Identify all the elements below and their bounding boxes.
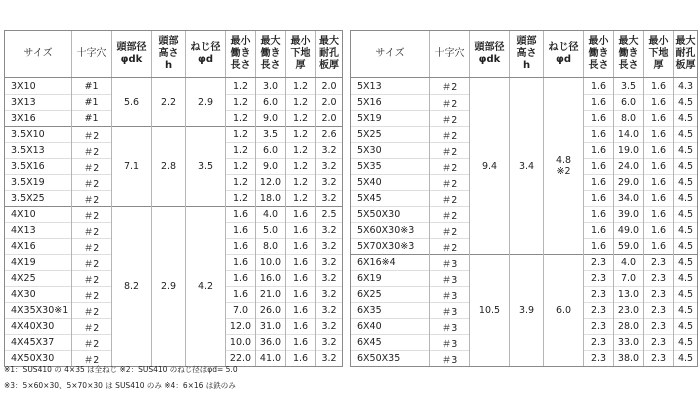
table-cell: 2.3 bbox=[644, 286, 673, 302]
merged-spec-cell: 4.8 ※2 bbox=[555, 155, 572, 177]
table-cell: #1 bbox=[72, 94, 111, 110]
table-cell: 1.6 bbox=[286, 318, 315, 334]
table-column bbox=[5, 78, 71, 366]
table-cell: 2.3 bbox=[584, 334, 613, 350]
table-cell: 1.6 bbox=[286, 270, 315, 286]
table-cell: 13.0 bbox=[614, 286, 643, 302]
merged-spec-cell: 3.9 bbox=[510, 254, 543, 366]
table-cell: 1.6 bbox=[286, 286, 315, 302]
table-cell: 3.2 bbox=[316, 350, 342, 366]
table-cell: 1.2 bbox=[226, 174, 255, 190]
table-cell: 3.2 bbox=[316, 190, 342, 206]
header-cell: 頭部径 φdk bbox=[111, 31, 151, 77]
header-cell: 最小 働き 長さ bbox=[583, 31, 613, 77]
table-cell: 1.6 bbox=[286, 222, 315, 238]
table-cell: 34.0 bbox=[614, 190, 643, 206]
table-cell: 1.6 bbox=[286, 206, 315, 222]
table-cell: ＃2 bbox=[430, 142, 469, 158]
table-cell: 1.6 bbox=[644, 206, 673, 222]
table-cell: 1.6 bbox=[286, 302, 315, 318]
table-cell: 2.3 bbox=[584, 270, 613, 286]
header-cell: 最大 耐孔 板厚 bbox=[315, 31, 342, 77]
table-cell: ＃2 bbox=[72, 286, 111, 302]
table-cell: 8.0 bbox=[614, 110, 643, 126]
table-cell: 4.5 bbox=[674, 158, 697, 174]
table-cell: 1.2 bbox=[286, 110, 315, 126]
table-cell: 3.2 bbox=[316, 238, 342, 254]
table-cell: ＃2 bbox=[72, 142, 111, 158]
size-cell: 3.5X10 bbox=[5, 126, 71, 142]
table-cell: 39.0 bbox=[614, 206, 643, 222]
table-column bbox=[351, 78, 429, 366]
table-cell: 1.6 bbox=[584, 126, 613, 142]
table-cell: 1.6 bbox=[644, 158, 673, 174]
table-column bbox=[469, 78, 509, 366]
table-cell: 1.2 bbox=[226, 94, 255, 110]
table-cell: #1 bbox=[84, 80, 99, 92]
table-cell: ＃2 bbox=[72, 190, 111, 206]
header-cell: 最大 耐孔 板厚 bbox=[673, 31, 697, 77]
table-cell: 1.2 bbox=[226, 158, 255, 174]
table-cell: 26.0 bbox=[256, 302, 285, 318]
table-cell: ＃2 bbox=[72, 126, 111, 142]
spec-table-left bbox=[4, 30, 343, 367]
table-cell: 22.0 bbox=[226, 350, 255, 366]
table-cell: 1.2 bbox=[226, 142, 255, 158]
table-cell: 1.2 bbox=[286, 94, 315, 110]
table-cell: 1.6 bbox=[644, 222, 673, 238]
size-cell: 4X50X30 bbox=[5, 350, 71, 366]
table-cell: 3.2 bbox=[316, 302, 342, 318]
size-cell: 6X25 bbox=[351, 286, 429, 302]
table-cell: 4.5 bbox=[674, 270, 697, 286]
table-cell: 3.2 bbox=[316, 286, 342, 302]
size-cell: 5X19 bbox=[351, 110, 429, 126]
size-cell: 4X25 bbox=[5, 270, 71, 286]
table-cell: 1.6 bbox=[226, 206, 255, 222]
table-cell: 1.6 bbox=[226, 254, 255, 270]
size-cell: 3.5X25 bbox=[5, 190, 71, 206]
table-cell: 6.0 bbox=[256, 142, 285, 158]
table-cell: 2.3 bbox=[584, 318, 613, 334]
merged-spec-cell: 2.2 bbox=[160, 96, 177, 108]
header-cell: 最大 働き 長さ bbox=[255, 31, 285, 77]
header-cell: 十字穴 bbox=[429, 31, 469, 77]
table-cell: 10.0 bbox=[256, 254, 285, 270]
table-cell: 1.2 bbox=[226, 190, 255, 206]
size-cell: 4X16 bbox=[5, 238, 71, 254]
table-cell: 2.3 bbox=[644, 254, 673, 270]
spec-table-right bbox=[350, 30, 698, 367]
table-cell: 2.0 bbox=[316, 94, 342, 110]
size-cell: 6X50X35 bbox=[351, 350, 429, 366]
table-cell: 4.5 bbox=[674, 318, 697, 334]
table-cell: 8.0 bbox=[256, 238, 285, 254]
table-cell: 4.5 bbox=[674, 222, 697, 238]
size-cell: 5X60X30※3 bbox=[351, 222, 429, 238]
table-cell: 2.3 bbox=[644, 302, 673, 318]
size-cell: 3X16 bbox=[5, 110, 71, 126]
table-column bbox=[255, 78, 285, 366]
table-cell: 4.5 bbox=[674, 350, 697, 366]
table-cell: 1.6 bbox=[584, 206, 613, 222]
table-column bbox=[151, 78, 185, 366]
table-cell: 4.5 bbox=[674, 334, 697, 350]
table-cell: 21.0 bbox=[256, 286, 285, 302]
merged-spec-cell: 3.5 bbox=[186, 126, 225, 206]
table-cell: 1.6 bbox=[286, 350, 315, 366]
table-cell: 33.0 bbox=[614, 334, 643, 350]
table-cell: 1.6 bbox=[584, 190, 613, 206]
table-cell: 1.6 bbox=[584, 174, 613, 190]
table-cell: ＃3 bbox=[430, 254, 469, 270]
table-column bbox=[613, 78, 643, 366]
table-cell: ＃3 bbox=[430, 334, 469, 350]
header-cell: ねじ径 φd bbox=[185, 31, 225, 77]
table-cell: ＃2 bbox=[72, 254, 111, 270]
table-cell: ＃3 bbox=[430, 350, 469, 366]
table-cell: 1.2 bbox=[286, 126, 315, 142]
table-cell: ＃2 bbox=[430, 110, 469, 126]
table-cell: ＃2 bbox=[430, 190, 469, 206]
header-cell: 頭部径 φdk bbox=[469, 31, 509, 77]
table-cell: 10.0 bbox=[226, 334, 255, 350]
table-cell: 1.6 bbox=[584, 238, 613, 254]
merged-spec-cell: 6.0 bbox=[544, 254, 583, 366]
table-cell: 1.6 bbox=[584, 142, 613, 158]
table-cell: 3.2 bbox=[316, 254, 342, 270]
merged-spec-cell: 8.2 bbox=[112, 206, 151, 366]
table-cell: ＃2 bbox=[72, 206, 111, 222]
table-column bbox=[285, 78, 315, 366]
header-cell: サイズ bbox=[375, 48, 405, 59]
table-cell: 3.2 bbox=[316, 270, 342, 286]
size-cell: 6X40 bbox=[351, 318, 429, 334]
size-cell: 4X35X30※1 bbox=[5, 302, 71, 318]
table-cell: 1.6 bbox=[584, 222, 613, 238]
table-cell: 1.6 bbox=[226, 222, 255, 238]
table-column bbox=[71, 78, 111, 366]
table-cell: 1.6 bbox=[644, 142, 673, 158]
table-cell: 1.6 bbox=[226, 270, 255, 286]
merged-spec-cell: 2.9 bbox=[152, 206, 185, 366]
table-column bbox=[543, 78, 583, 366]
table-cell: 23.0 bbox=[614, 302, 643, 318]
table-cell: ＃2 bbox=[72, 174, 111, 190]
header-cell: 十字穴 bbox=[71, 31, 111, 77]
table-cell: 1.2 bbox=[226, 110, 255, 126]
table-column bbox=[185, 78, 225, 366]
table-cell: 1.6 bbox=[644, 174, 673, 190]
table-cell: ＃2 bbox=[72, 318, 111, 334]
table-column bbox=[673, 78, 697, 366]
size-cell: 4X40X30 bbox=[5, 318, 71, 334]
table-cell: 18.0 bbox=[256, 190, 285, 206]
size-cell: 5X70X30※3 bbox=[351, 238, 429, 254]
header-cell: 頭部 高さ h bbox=[151, 31, 185, 77]
size-cell: 5X45 bbox=[351, 190, 429, 206]
merged-spec-cell: 2.9 bbox=[197, 96, 214, 108]
table-cell: 1.6 bbox=[286, 238, 315, 254]
table-cell: 4.5 bbox=[674, 254, 697, 270]
table-cell: 1.6 bbox=[644, 126, 673, 142]
table-cell: 2.0 bbox=[321, 80, 337, 92]
table-cell: 7.0 bbox=[614, 270, 643, 286]
table-cell: ＃2 bbox=[430, 126, 469, 142]
size-cell: 4X13 bbox=[5, 222, 71, 238]
table-cell: 4.5 bbox=[674, 302, 697, 318]
table-cell: 1.6 bbox=[226, 238, 255, 254]
table-cell: 3.2 bbox=[316, 334, 342, 350]
table-cell: 4.3 bbox=[677, 80, 694, 92]
table-cell: 3.2 bbox=[316, 142, 342, 158]
size-cell: 3.5X19 bbox=[5, 174, 71, 190]
merged-spec-cell: 9.4 bbox=[481, 160, 498, 172]
size-cell: 6X16※4 bbox=[351, 254, 429, 270]
table-cell: 4.5 bbox=[674, 142, 697, 158]
table-cell: 2.3 bbox=[584, 254, 613, 270]
table-cell: 2.3 bbox=[644, 334, 673, 350]
table-cell: 1.2 bbox=[286, 158, 315, 174]
header-cell: サイズ bbox=[23, 48, 53, 59]
header-cell: 最小 働き 長さ bbox=[225, 31, 255, 77]
header-cell: ねじ径 φd bbox=[543, 31, 583, 77]
table-cell: 12.0 bbox=[256, 174, 285, 190]
table-cell: 6.0 bbox=[614, 94, 643, 110]
merged-spec-cell: 5.6 bbox=[123, 96, 140, 108]
table-cell: 4.5 bbox=[674, 286, 697, 302]
table-cell: 1.2 bbox=[286, 174, 315, 190]
table-cell: 4.5 bbox=[674, 238, 697, 254]
merged-spec-cell: 4.2 bbox=[186, 206, 225, 366]
size-cell: 5X50X30 bbox=[351, 206, 429, 222]
table-cell: 1.2 bbox=[226, 126, 255, 142]
table-cell: ＃2 bbox=[430, 206, 469, 222]
size-cell: 5X16 bbox=[351, 94, 429, 110]
table-cell: 1.6 bbox=[644, 238, 673, 254]
table-cell: 1.2 bbox=[232, 80, 249, 92]
size-cell: 3X13 bbox=[5, 94, 71, 110]
size-cell: 4X30 bbox=[5, 286, 71, 302]
table-cell: ＃2 bbox=[72, 238, 111, 254]
table-cell: ＃3 bbox=[430, 270, 469, 286]
merged-spec-cell: 7.1 bbox=[112, 126, 151, 206]
size-cell: 5X40 bbox=[351, 174, 429, 190]
table-cell: ＃2 bbox=[72, 302, 111, 318]
table-cell: 9.0 bbox=[256, 110, 285, 126]
table-cell: 4.5 bbox=[674, 110, 697, 126]
table-cell: 2.3 bbox=[584, 286, 613, 302]
table-column bbox=[583, 78, 613, 366]
header-cell: 頭部 高さ h bbox=[509, 31, 543, 77]
table-cell: ＃2 bbox=[430, 174, 469, 190]
table-column bbox=[643, 78, 673, 366]
table-cell: 38.0 bbox=[614, 350, 643, 366]
table-header bbox=[351, 31, 697, 78]
table-cell: 1.6 bbox=[590, 80, 607, 92]
table-cell: 6.0 bbox=[256, 94, 285, 110]
table-column bbox=[225, 78, 255, 366]
table-cell: 28.0 bbox=[614, 318, 643, 334]
table-cell: 31.0 bbox=[256, 318, 285, 334]
table-cell: 4.0 bbox=[256, 206, 285, 222]
table-cell: 1.6 bbox=[286, 334, 315, 350]
header-cell: 最小 下地厚 bbox=[643, 31, 673, 77]
table-cell: 24.0 bbox=[614, 158, 643, 174]
footnote-2: ※3：5×60×30、5×70×30 は SUS410 のみ ※4：6×16 は鉄のみ bbox=[4, 381, 236, 390]
table-cell: 4.5 bbox=[674, 94, 697, 110]
table-cell: 29.0 bbox=[614, 174, 643, 190]
table-cell: 1.6 bbox=[584, 94, 613, 110]
size-cell: 4X10 bbox=[5, 206, 71, 222]
table-cell: 1.6 bbox=[650, 80, 667, 92]
table-cell: 4.5 bbox=[674, 174, 697, 190]
merged-spec-cell: 3.4 bbox=[518, 160, 535, 172]
table-cell: ＃2 bbox=[72, 270, 111, 286]
table-cell: 2.5 bbox=[316, 206, 342, 222]
table-cell: 4.5 bbox=[674, 206, 697, 222]
size-cell: 5X35 bbox=[351, 158, 429, 174]
merged-spec-cell: 10.5 bbox=[470, 254, 509, 366]
table-cell: ＃2 bbox=[430, 158, 469, 174]
table-column bbox=[509, 78, 543, 366]
table-cell: 2.3 bbox=[644, 318, 673, 334]
table-cell: 7.0 bbox=[226, 302, 255, 318]
table-cell: 16.0 bbox=[256, 270, 285, 286]
size-cell: 6X19 bbox=[351, 270, 429, 286]
size-cell: 4X45X37 bbox=[5, 334, 71, 350]
table-cell: 4.5 bbox=[674, 190, 697, 206]
table-cell: 4.5 bbox=[674, 126, 697, 142]
table-cell: ＃3 bbox=[430, 286, 469, 302]
table-cell: ＃2 bbox=[430, 94, 469, 110]
size-cell: 3.5X16 bbox=[5, 158, 71, 174]
table-cell: 19.0 bbox=[614, 142, 643, 158]
table-cell: 9.0 bbox=[256, 158, 285, 174]
table-cell: 1.6 bbox=[584, 158, 613, 174]
table-cell: ＃2 bbox=[430, 238, 469, 254]
table-cell: ＃2 bbox=[72, 158, 111, 174]
table-cell: ＃2 bbox=[72, 350, 111, 366]
size-cell: 3X10 bbox=[11, 80, 36, 92]
table-cell: 2.3 bbox=[584, 350, 613, 366]
table-cell: 12.0 bbox=[226, 318, 255, 334]
table-cell: 49.0 bbox=[614, 222, 643, 238]
size-cell: 6X35 bbox=[351, 302, 429, 318]
table-cell: 1.6 bbox=[644, 110, 673, 126]
header-cell: 最小 下地厚 bbox=[285, 31, 315, 77]
table-cell: 36.0 bbox=[256, 334, 285, 350]
table-column bbox=[429, 78, 469, 366]
table-cell: 1.2 bbox=[292, 80, 309, 92]
table-cell: 41.0 bbox=[256, 350, 285, 366]
table-cell: 3.2 bbox=[316, 158, 342, 174]
table-cell: ＃2 bbox=[72, 334, 111, 350]
table-cell: 3.2 bbox=[316, 174, 342, 190]
table-cell: 1.2 bbox=[286, 190, 315, 206]
table-cell: 3.5 bbox=[620, 80, 637, 92]
table-cell: 1.6 bbox=[644, 94, 673, 110]
table-cell: 1.6 bbox=[226, 286, 255, 302]
table-cell: 1.6 bbox=[286, 254, 315, 270]
size-cell: 5X13 bbox=[357, 80, 382, 92]
table-cell: 2.3 bbox=[644, 350, 673, 366]
table-cell: ＃2 bbox=[72, 222, 111, 238]
table-cell: 3.0 bbox=[262, 80, 279, 92]
table-cell: 3.2 bbox=[316, 318, 342, 334]
table-cell: 2.6 bbox=[316, 126, 342, 142]
table-cell: 1.6 bbox=[584, 110, 613, 126]
table-header bbox=[5, 31, 342, 78]
size-cell: 3.5X13 bbox=[5, 142, 71, 158]
size-cell: 5X25 bbox=[351, 126, 429, 142]
table-cell: 1.2 bbox=[286, 142, 315, 158]
table-cell: ＃3 bbox=[430, 318, 469, 334]
table-cell: 3.5 bbox=[256, 126, 285, 142]
header-cell: 最大 働き 長さ bbox=[613, 31, 643, 77]
table-cell: ＃2 bbox=[430, 222, 469, 238]
table-cell: 5.0 bbox=[256, 222, 285, 238]
table-cell: 2.3 bbox=[644, 270, 673, 286]
size-cell: 4X19 bbox=[5, 254, 71, 270]
table-cell: 2.0 bbox=[316, 110, 342, 126]
table-cell: #1 bbox=[72, 110, 111, 126]
table-cell: 14.0 bbox=[614, 126, 643, 142]
table-cell: 59.0 bbox=[614, 238, 643, 254]
table-column bbox=[315, 78, 342, 366]
table-cell: ＃2 bbox=[441, 82, 458, 93]
table-cell: 1.6 bbox=[644, 190, 673, 206]
table-cell: ＃3 bbox=[430, 302, 469, 318]
table-column bbox=[111, 78, 151, 366]
table-cell: 3.2 bbox=[316, 222, 342, 238]
size-cell: 6X45 bbox=[351, 334, 429, 350]
table-cell: 2.3 bbox=[584, 302, 613, 318]
table-cell: 4.0 bbox=[614, 254, 643, 270]
size-cell: 5X30 bbox=[351, 142, 429, 158]
merged-spec-cell: 2.8 bbox=[152, 126, 185, 206]
footnote-1: ※1：SUS410 の 4×35 は全ねじ ※2：SUS410 のねじ径はφd= 5.0 bbox=[4, 365, 238, 374]
